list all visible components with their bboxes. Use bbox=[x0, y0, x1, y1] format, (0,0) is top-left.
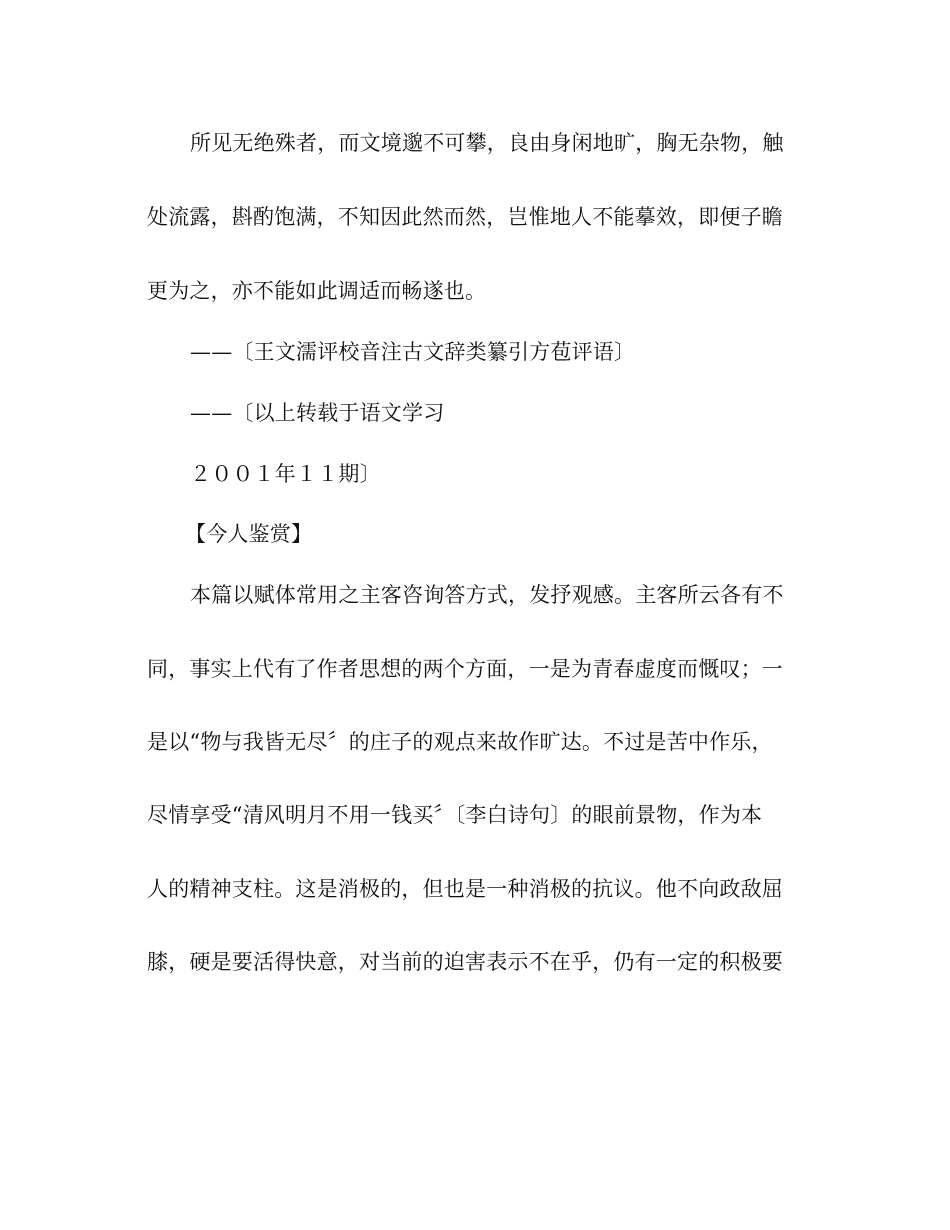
citation-line: ——〔以上转载于语文学习 bbox=[190, 401, 445, 425]
text-line: 所见无绝殊者，而文境邈不可攀，良由身闲地旷，胸无杂物，触 bbox=[190, 131, 784, 155]
text-line: 人的精神支柱。这是消极的，但也是一种消极的抗议。他不向政敌屈 bbox=[147, 877, 783, 901]
text-line: 是以“物与我皆无尽〞的庄子的观点来故作旷达。不过是苦中作乐， bbox=[147, 730, 773, 754]
citation-line: ——〔王文濡评校音注古文辞类纂引方苞评语〕 bbox=[190, 340, 636, 364]
text-line: 膝，硬是要活得快意，对当前的迫害表示不在乎，仍有一定的积极要 bbox=[147, 950, 783, 974]
section-heading: 【今人鉴赏】 bbox=[185, 522, 313, 546]
text-line: 处流露，斟酌饱满，不知因此然而然，岂惟地人不能摹效，即便子瞻 bbox=[147, 205, 783, 229]
citation-line: ２００１年１１期〕 bbox=[190, 462, 381, 486]
text-line: 本篇以赋体常用之主客咨询答方式，发抒观感。主客所云各有不 bbox=[190, 583, 784, 607]
text-line: 更为之，亦不能如此调适而畅遂也。 bbox=[147, 279, 487, 303]
text-line: 尽情享受“清风明月不用一钱买〞〔李白诗句〕的眼前景物，作为本 bbox=[147, 803, 763, 827]
text-line: 同，事实上代有了作者思想的两个方面，一是为青春虚度而慨叹；一 bbox=[147, 657, 783, 681]
